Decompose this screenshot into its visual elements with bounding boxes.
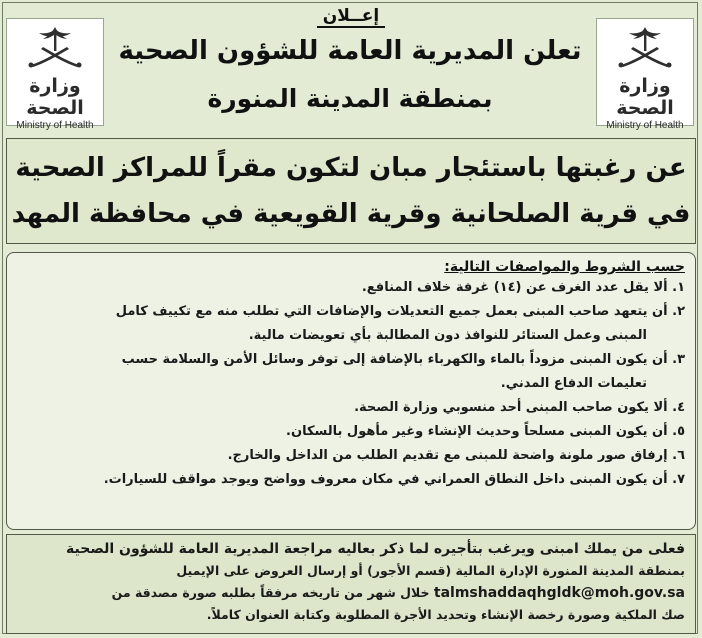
contact-line-3 bbox=[17, 582, 685, 604]
term-text: ١. ألا يقل عدد الغرف عن (١٤) غرفة خلاف المنافع. bbox=[361, 280, 685, 295]
terms-box bbox=[6, 252, 696, 530]
term-text: ٢. أن يتعهد صاحب المبنى بعمل جميع التعديلات والإضافات التي تطلب منه مع تكييف كامل bbox=[115, 304, 685, 319]
contact-line-1: فعلى من يملك امبنى ويرغب بتأجيره لما ذكر بعاليه مراجعة المديرية العامة للشؤون الصحية bbox=[66, 541, 685, 557]
moh-logo-right bbox=[596, 18, 694, 131]
term-text: ٣. أن يكون المبنى مزوداً بالماء والكهرباء بالإضافة إلى توفر وسائل الأمن والسلامة حسب bbox=[121, 352, 685, 367]
contact-line-3-text: خلال شهر من تاريخه مرفقاً بطلبه صورة مصدقة من bbox=[111, 585, 430, 600]
contact-box bbox=[6, 534, 696, 634]
moh-logo-left bbox=[6, 18, 104, 131]
list-item bbox=[17, 444, 685, 468]
term-text: ٥. أن يكون المبنى مسلحاً وحديث الإنشاء وغير مأهول بالسكان. bbox=[286, 424, 685, 439]
palm-swords-icon bbox=[613, 25, 677, 73]
title-line-2: بمنطقة المدينة المنورة bbox=[207, 84, 493, 113]
notice-label bbox=[260, 6, 442, 26]
subject-banner bbox=[6, 138, 696, 244]
email-link[interactable]: talmshaddaqhgldk@moh.gov.sa bbox=[433, 585, 685, 601]
logo-arabic-text: وزارة الصحة bbox=[616, 75, 674, 119]
term-text: ٤. ألا يكون صاحب المبنى أحد منسوبي وزارة الصحة. bbox=[354, 400, 685, 415]
list-item bbox=[17, 348, 685, 396]
terms-list bbox=[17, 276, 685, 492]
list-item bbox=[17, 276, 685, 300]
term-continuation: المبنى وعمل الستائر للنوافذ دون المطالبة بأي تعويضات مالية. bbox=[248, 328, 647, 343]
term-text: ٦. إرفاق صور ملونة واضحة للمبنى مع تقديم الطلب من الداخل والخارج. bbox=[227, 448, 685, 463]
logo-arabic-text: وزارة الصحة bbox=[26, 75, 84, 119]
term-continuation: تعليمات الدفاع المدني. bbox=[500, 376, 647, 391]
contact-line-4: صك الملكية وصورة رخصة الإنشاء وتحديد الأجرة المطلوبة وكتابة العنوان كاملاً. bbox=[206, 607, 685, 622]
palm-swords-icon bbox=[23, 25, 87, 73]
term-text: ٧. أن يكون المبنى داخل النطاق العمراني في مكان معروف وواضح ويوجد مواقف للسيارات. bbox=[103, 472, 685, 487]
banner-line-2: في قرية الصلحانية وقرية القويعية في محافظة المهد bbox=[11, 199, 691, 229]
banner-line-1: عن رغبتها باستئجار مبان لتكون مقراً للمراكز الصحية bbox=[15, 153, 687, 183]
terms-heading: حسب الشروط والمواصفات التالية: bbox=[444, 259, 685, 275]
logo-english-text: Ministry of Health bbox=[16, 120, 94, 131]
title-line-1: تعلن المديرية العامة للشؤون الصحية bbox=[118, 36, 582, 66]
list-item bbox=[17, 420, 685, 444]
list-item bbox=[17, 396, 685, 420]
list-item bbox=[17, 300, 685, 348]
contact-line-2: بمنطقة المدينة المنورة الإدارة المالية (قسم الأجور) أو إرسال العروض على الإيميل bbox=[176, 563, 685, 578]
logo-english-text: Ministry of Health bbox=[606, 120, 684, 131]
notice-text: إعــلان bbox=[317, 6, 385, 28]
list-item bbox=[17, 468, 685, 492]
